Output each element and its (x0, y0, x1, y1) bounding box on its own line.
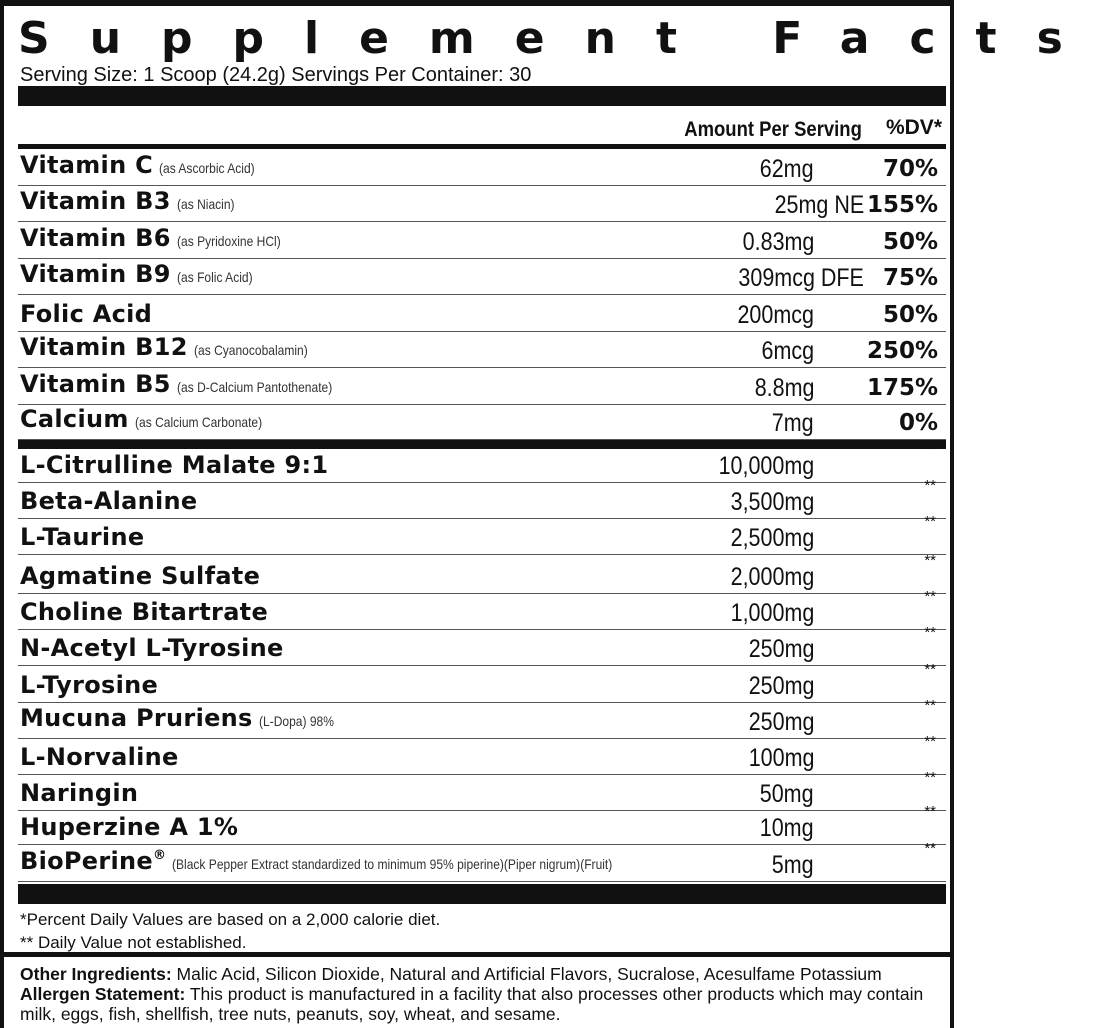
amount-per-serving: 250mg (748, 635, 814, 663)
nutrient-source-note: (as D-Calcium Pantothenate) (176, 379, 332, 395)
nutrient-source-note: (as Ascorbic Acid) (159, 160, 255, 176)
nutrient-name-text: Mucuna Pruriens (20, 704, 253, 732)
daily-value-header: %DV* (885, 116, 942, 139)
daily-value-percent: ** (924, 840, 936, 857)
amount-per-serving-header: Amount Per Serving (684, 118, 862, 141)
nutrient-name (20, 562, 260, 590)
amount-per-serving: 7mg (772, 409, 814, 437)
daily-value-percent: 175% (866, 375, 938, 401)
amount-per-serving: 25mg NE (774, 191, 864, 219)
ingredient-row (18, 769, 946, 811)
nutrient-source-note: (as Cyanocobalamin) (193, 342, 308, 358)
other-ingredients-divider (4, 952, 950, 957)
nutrient-name-text: Vitamin B12 (20, 333, 188, 361)
panel-title: Supplement Facts (18, 13, 1103, 64)
nutrient-source-note: (Black Pepper Extract standardized to minimum 95% piperine)(Piper nigrum)(Fruit) (172, 856, 613, 872)
nutrient-source-note: (L-Dopa) 98% (258, 713, 334, 729)
amount-per-serving: 1,000mg (730, 599, 814, 627)
nutrient-name (20, 704, 346, 735)
nutrient-name (20, 487, 197, 515)
ingredient-row (18, 552, 946, 594)
allergen-label: Allergen Statement: (20, 984, 186, 1004)
nutrient-name (20, 187, 244, 218)
amount-per-serving: 62mg (760, 155, 814, 183)
nutrient-name (20, 813, 238, 841)
bottom-thick-divider (18, 884, 946, 904)
amount-per-serving: 250mg (748, 708, 814, 736)
nutrient-name-text: L-Taurine (20, 523, 145, 551)
nutrient-name (20, 634, 284, 662)
nutrient-name (20, 151, 270, 182)
nutrient-name (20, 300, 152, 328)
daily-value-percent: ** (924, 552, 936, 569)
vitamin-row (18, 405, 946, 440)
daily-value-percent: ** (924, 513, 936, 530)
nutrient-name-text: Folic Acid (20, 300, 153, 328)
ingredient-row (18, 441, 946, 483)
nutrient-source-note: (as Folic Acid) (176, 269, 253, 285)
ingredient-row (18, 697, 946, 739)
amount-per-serving: 10,000mg (718, 452, 814, 480)
daily-value-percent: ** (924, 661, 936, 678)
daily-value-percent: 155% (866, 192, 938, 218)
nutrient-name (20, 451, 328, 479)
nutrient-name (20, 523, 144, 551)
ingredient-row (18, 624, 946, 666)
vitamin-row (18, 149, 946, 186)
ingredient-row (18, 803, 946, 845)
nutrient-name (20, 671, 158, 699)
ingredient-row (18, 588, 946, 630)
thick-divider (18, 86, 946, 106)
section-divider (18, 440, 946, 449)
nutrient-name-text: Choline Bitartrate (20, 598, 269, 626)
dv-not-established-footnote: ** Daily Value not established. (20, 933, 247, 952)
nutrient-source-note: (as Calcium Carbonate) (134, 414, 262, 430)
amount-per-serving: 309mcg DFE (738, 264, 864, 292)
ingredient-row (18, 513, 946, 555)
daily-value-percent: 75% (882, 265, 938, 291)
nutrient-name-text: Beta-Alanine (20, 487, 198, 515)
nutrient-source-note: (as Niacin) (176, 196, 235, 212)
nutrient-name (20, 842, 684, 878)
nutrient-name (20, 333, 326, 364)
vitamin-row (18, 259, 946, 295)
other-ingredients (20, 964, 942, 984)
daily-value-percent: ** (924, 441, 936, 458)
amount-per-serving: 2,000mg (730, 563, 814, 591)
nutrient-name-text: Vitamin B3 (20, 187, 171, 215)
other-ingredients-label: Other Ingredients: (20, 964, 172, 984)
daily-value-percent: 50% (882, 229, 938, 255)
nutrient-name-text: L-Citrulline Malate 9:1 (20, 451, 329, 479)
nutrient-name (20, 260, 265, 291)
allergen-statement (20, 984, 942, 1024)
registered-mark: ® (153, 848, 167, 863)
allergen-text: This product is manufactured in a facility that also processes other products which may contain milk, eggs, fish, shellfish, tree nuts, peanuts, soy, wheat, and sesame. (20, 984, 924, 1024)
nutrient-name (20, 743, 179, 771)
nutrient-name (20, 779, 138, 807)
dv-basis-footnote: *Percent Daily Values are based on a 2,000 calorie diet. (20, 910, 441, 929)
amount-per-serving: 10mg (760, 814, 814, 842)
amount-per-serving: 6mcg (761, 337, 814, 365)
vitamin-row (18, 332, 946, 368)
ingredient-row (18, 840, 946, 882)
amount-per-serving: 8.8mg (754, 374, 814, 402)
amount-per-serving: 2,500mg (730, 524, 814, 552)
daily-value-percent: 0% (898, 410, 938, 436)
daily-value-percent: 70% (882, 156, 938, 182)
daily-value-percent: 250% (866, 338, 938, 364)
nutrient-name-text: Calcium (20, 405, 129, 433)
nutrient-name (20, 224, 297, 255)
nutrient-name-text: Naringin (20, 779, 139, 807)
nutrient-name-text: Vitamin C (20, 151, 154, 179)
ingredient-row (18, 733, 946, 775)
daily-value-percent: ** (924, 769, 936, 786)
vitamin-row (18, 368, 946, 405)
amount-per-serving: 250mg (748, 672, 814, 700)
ingredient-row (18, 477, 946, 519)
serving-info: Serving Size: 1 Scoop (24.2g) Servings Per Container: 30 (20, 64, 532, 86)
amount-per-serving: 5mg (772, 851, 814, 879)
nutrient-name-text: Vitamin B6 (20, 224, 171, 252)
nutrient-name-text: Vitamin B5 (20, 370, 171, 398)
nutrient-name-text: BioPerine (20, 847, 154, 875)
nutrient-name (20, 370, 357, 401)
nutrient-name-text: Huperzine A 1% (20, 813, 239, 841)
nutrient-name (20, 598, 268, 626)
amount-per-serving: 50mg (760, 780, 814, 808)
vitamin-row (18, 295, 946, 332)
daily-value-percent: ** (924, 697, 936, 714)
daily-value-percent: ** (924, 477, 936, 494)
vitamin-row (18, 222, 946, 259)
amount-per-serving: 0.83mg (742, 228, 814, 256)
nutrient-source-note: (as Pyridoxine HCl) (176, 233, 281, 249)
other-ingredients-text: Malic Acid, Silicon Dioxide, Natural and Artificial Flavors, Sucralose, Acesulfame Potassium (171, 964, 882, 984)
daily-value-percent: ** (924, 588, 936, 605)
nutrient-name (20, 405, 283, 436)
other-ingredients-block (20, 964, 942, 1024)
nutrient-name-text: L-Norvaline (20, 743, 179, 771)
amount-per-serving: 3,500mg (730, 488, 814, 516)
daily-value-percent: ** (924, 624, 936, 641)
daily-value-percent: 50% (882, 302, 938, 328)
amount-per-serving: 100mg (748, 744, 814, 772)
nutrient-name-text: L-Tyrosine (20, 671, 159, 699)
ingredient-row (18, 661, 946, 703)
nutrient-name-text: Vitamin B9 (20, 260, 171, 288)
amount-per-serving: 200mcg (737, 301, 814, 329)
nutrient-name-text: Agmatine Sulfate (20, 562, 261, 590)
daily-value-percent: ** (924, 803, 936, 820)
nutrient-name-text: N-Acetyl L-Tyrosine (20, 634, 284, 662)
vitamin-row (18, 186, 946, 222)
daily-value-percent: ** (924, 733, 936, 750)
